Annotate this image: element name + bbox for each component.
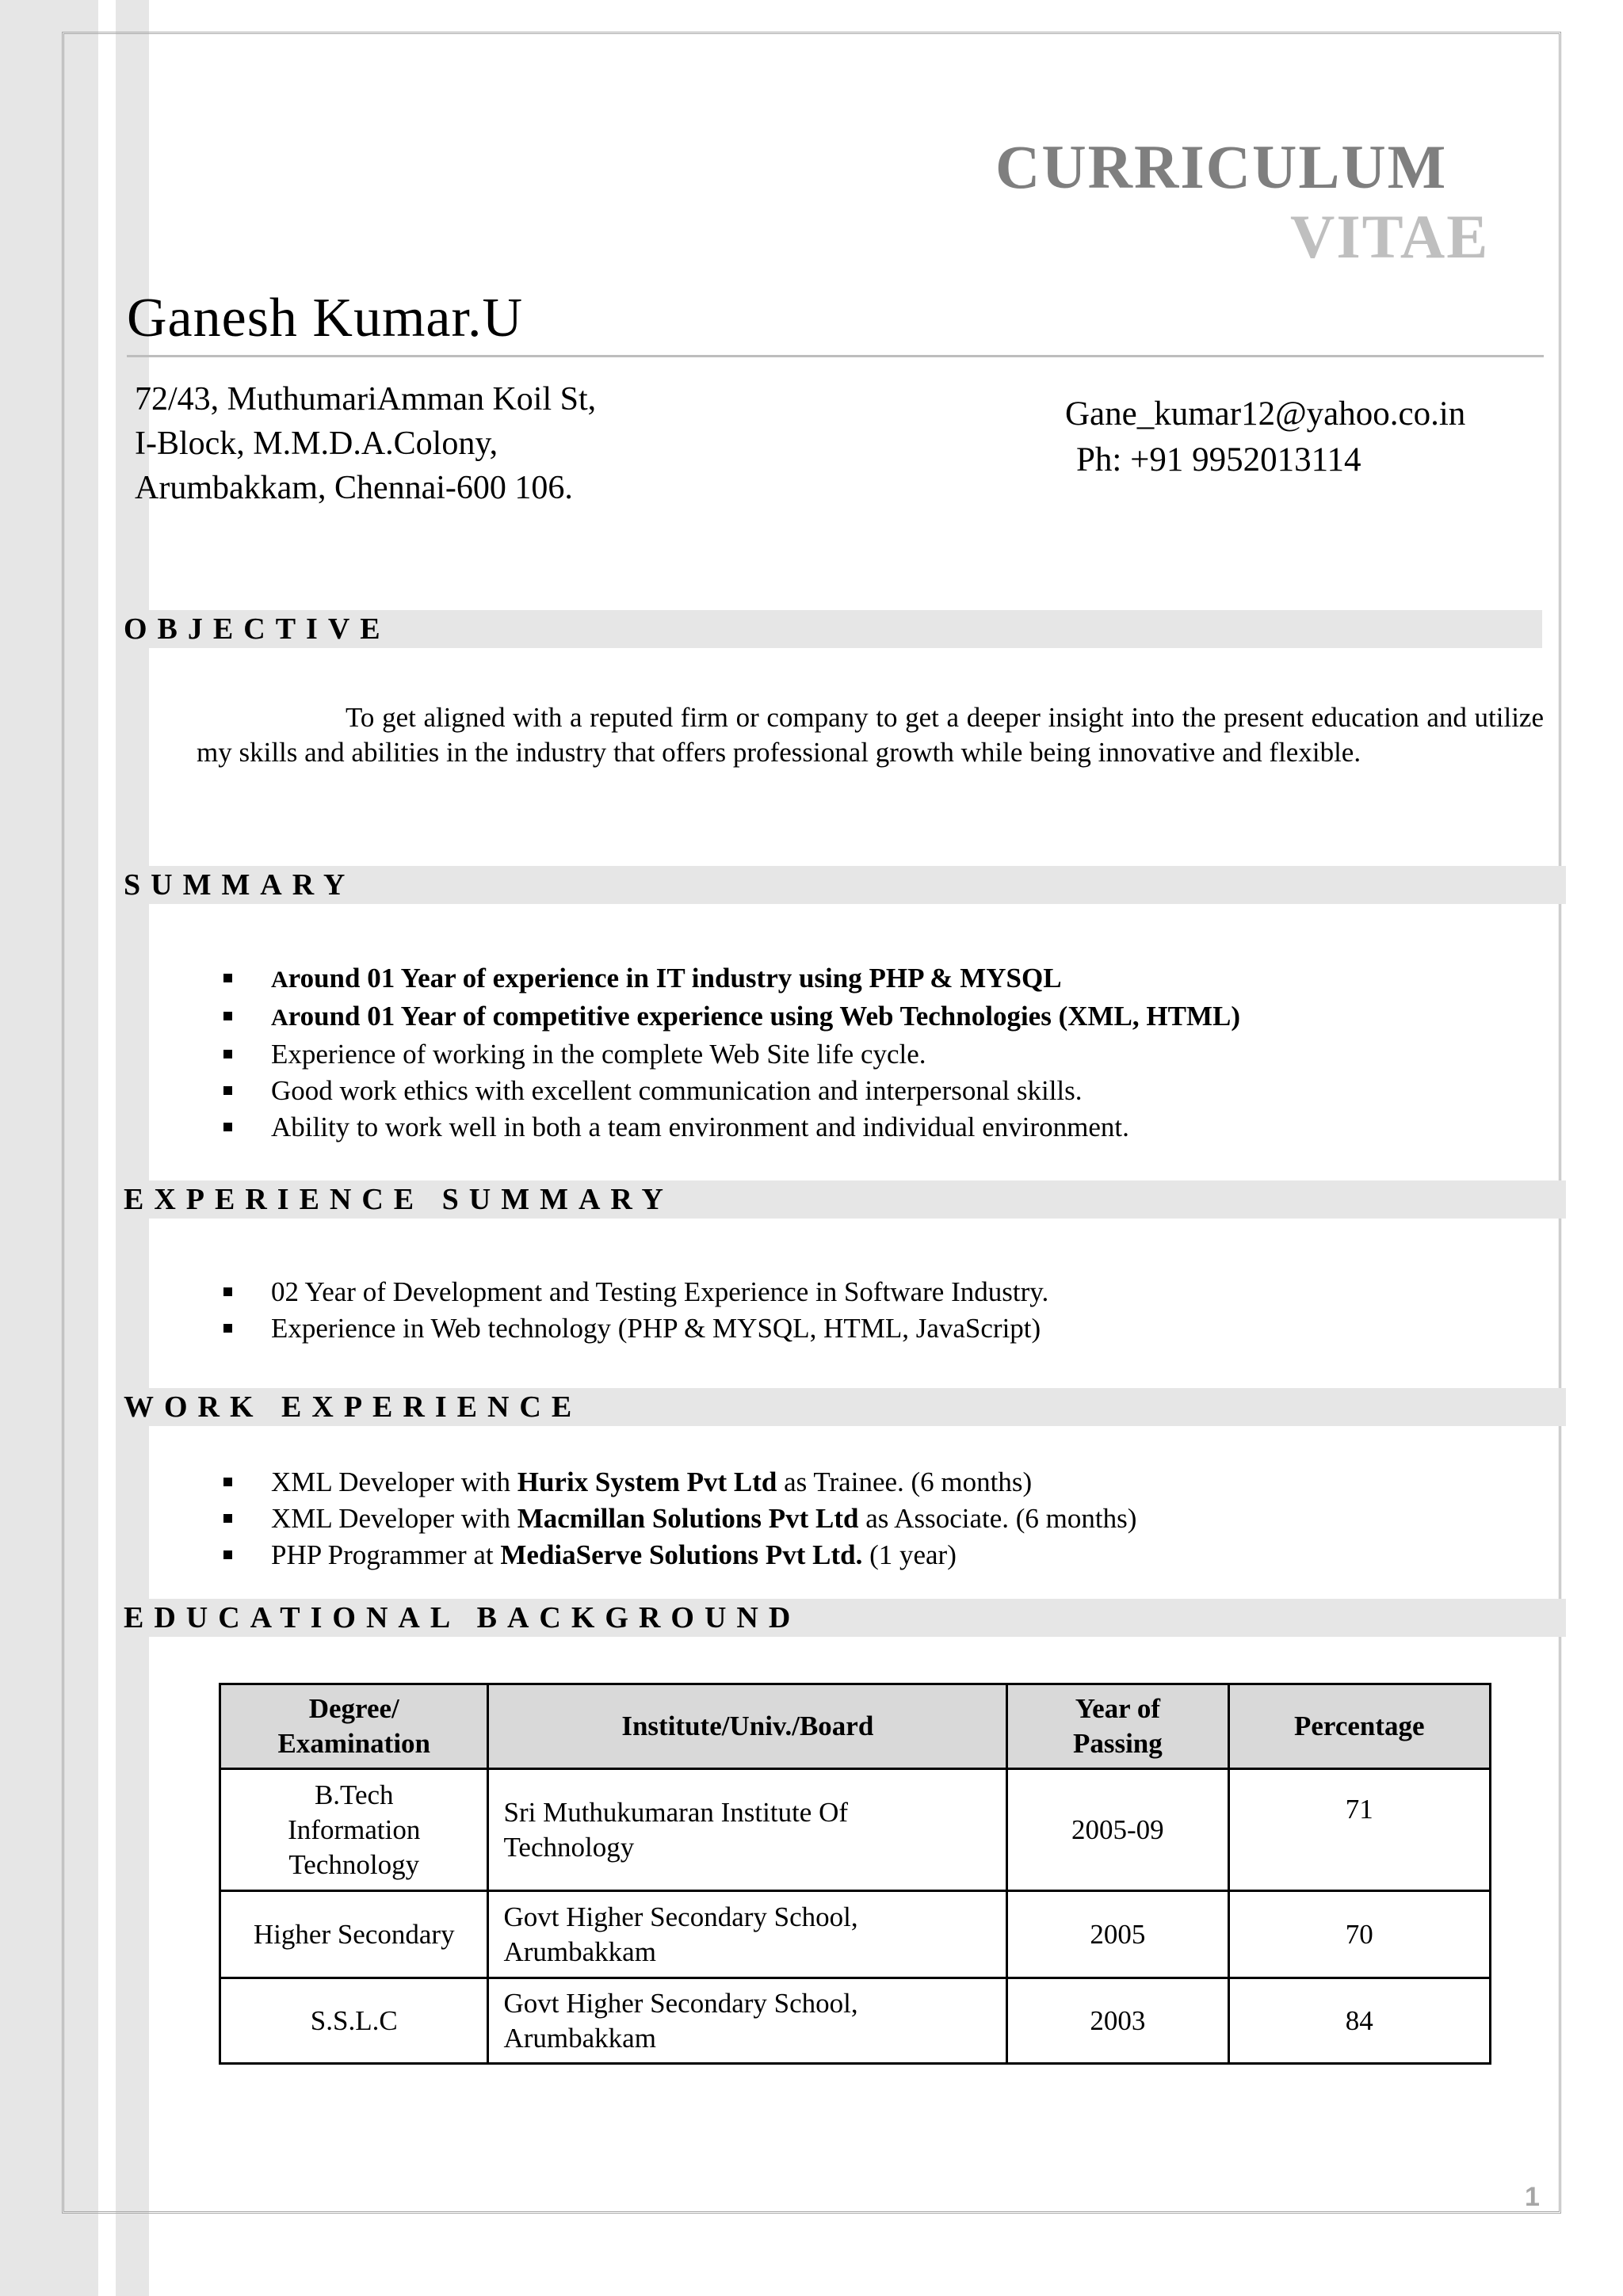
education-table — [219, 1683, 1491, 2065]
year-cell: 2005 — [1007, 1891, 1228, 1978]
postal-address — [135, 377, 596, 510]
header-line: Examination — [277, 1728, 431, 1759]
list-item — [223, 998, 1240, 1036]
institute-cell — [488, 1769, 1007, 1891]
item-text: round 01 Year of competitive experience using Web Technologies (XML, HTML) — [288, 1001, 1240, 1032]
tenure-text: as Associate. (6 months) — [858, 1503, 1137, 1534]
bullet-square-icon — [223, 1324, 232, 1333]
item-text: 02 Year of Development and Testing Experience in Software Industry. — [271, 1276, 1049, 1307]
item-text: Experience in Web technology (PHP & MYSQL, HTML, JavaScript) — [271, 1313, 1041, 1344]
list-item — [223, 1310, 1048, 1347]
bullet-square-icon — [223, 1287, 232, 1296]
item-text: Experience of working in the complete Web Site life cycle. — [271, 1039, 926, 1070]
role-text: PHP Programmer at — [271, 1539, 501, 1570]
bullet-square-icon — [223, 974, 232, 982]
list-item — [223, 1274, 1048, 1310]
column-header-percentage — [1228, 1684, 1490, 1769]
table-row — [220, 1891, 1491, 1978]
cell-line: Govt Higher Secondary School, — [503, 1901, 858, 1932]
bullet-square-icon — [223, 1012, 232, 1020]
item-text: Good work ethics with excellent communication and interpersonal skills. — [271, 1075, 1083, 1106]
list-item — [223, 1109, 1240, 1146]
address-line: 72/43, MuthumariAmman Koil St, — [135, 381, 597, 418]
degree-cell — [220, 1978, 488, 2064]
cell-line: Govt Higher Secondary School, — [503, 1987, 858, 2019]
company-name: Macmillan Solutions Pvt Ltd — [517, 1503, 859, 1534]
cell-line: Higher Secondary — [253, 1918, 455, 1950]
bullet-square-icon — [223, 1123, 232, 1131]
degree-cell — [220, 1769, 488, 1891]
header-line: Degree/ — [308, 1693, 399, 1724]
cell-line: B.Tech — [314, 1779, 394, 1810]
column-header-institute — [488, 1684, 1007, 1769]
cell-line: S.S.L.C — [310, 2004, 398, 2036]
contact-block — [1065, 391, 1465, 483]
section-heading-objective: OBJECTIVE — [124, 612, 391, 646]
list-item — [223, 960, 1240, 998]
section-heading-summary: SUMMARY — [124, 868, 356, 902]
cv-title-line2: VITAE — [1290, 202, 1490, 271]
email-address: Gane_kumar12@yahoo.co.in — [1065, 395, 1466, 433]
table-row — [220, 1978, 1491, 2064]
header-line: Institute/Univ./Board — [621, 1711, 874, 1741]
year-cell: 2005-09 — [1007, 1769, 1228, 1891]
name-divider — [127, 355, 1544, 357]
company-name: Hurix System Pvt Ltd — [517, 1466, 777, 1497]
cell-line: Information — [288, 1814, 421, 1845]
experience-summary-list — [223, 1274, 1048, 1347]
table-header-row — [220, 1684, 1491, 1769]
phone-number: Ph: +91 9952013114 — [1076, 441, 1361, 479]
header-line: Passing — [1072, 1728, 1163, 1759]
header-line: Percentage — [1294, 1711, 1425, 1741]
cell-line: Technology — [503, 1831, 635, 1863]
cell-line: Sri Muthukumaran Institute Of — [503, 1796, 849, 1828]
percentage-cell: 71 — [1228, 1769, 1490, 1891]
initial-letter: A — [271, 967, 288, 993]
bullet-square-icon — [223, 1086, 232, 1095]
institute-cell — [488, 1978, 1007, 2064]
bullet-square-icon — [223, 1478, 232, 1486]
list-item — [223, 1501, 1136, 1537]
summary-list — [223, 960, 1240, 1146]
tenure-text: as Trainee. (6 months) — [777, 1466, 1033, 1497]
section-heading-work-experience: WORK EXPERIENCE — [124, 1390, 582, 1424]
list-item — [223, 1073, 1240, 1109]
candidate-name: Ganesh Kumar.U — [127, 288, 524, 349]
institute-cell — [488, 1891, 1007, 1978]
section-heading-education: EDUCATIONAL BACKGROUND — [124, 1601, 801, 1634]
column-header-year — [1007, 1684, 1228, 1769]
item-text: round 01 Year of experience in IT industry using PHP & MYSQL — [288, 963, 1062, 994]
page-number: 1 — [1525, 2182, 1540, 2212]
initial-letter: A — [271, 1005, 288, 1031]
section-heading-experience-summary: EXPERIENCE SUMMARY — [124, 1183, 674, 1216]
item-text: Ability to work well in both a team environment and individual environment. — [271, 1112, 1129, 1142]
percentage-cell: 70 — [1228, 1891, 1490, 1978]
cv-title-line1: CURRICULUM — [995, 132, 1448, 201]
company-name: MediaServe Solutions Pvt Ltd. — [500, 1539, 863, 1570]
role-text: XML Developer with — [271, 1503, 517, 1534]
cell-line: Arumbakkam — [503, 1936, 656, 1967]
cell-line: Arumbakkam — [503, 2022, 656, 2054]
table-row — [220, 1769, 1491, 1891]
year-cell: 2003 — [1007, 1978, 1228, 2064]
objective-paragraph: To get aligned with a reputed firm or company to get a deeper insight into the present education and utilize my skills and abilities in the industry that offers professional growth while being innovative and flexible. — [197, 702, 1544, 768]
column-header-degree — [220, 1684, 488, 1769]
tenure-text: (1 year) — [862, 1539, 957, 1570]
objective-text — [197, 700, 1544, 770]
role-text: XML Developer with — [271, 1466, 517, 1497]
list-item — [223, 1537, 1136, 1573]
cell-line: Technology — [288, 1848, 420, 1880]
bullet-square-icon — [223, 1514, 232, 1523]
address-line: Arumbakkam, Chennai-600 106. — [135, 470, 573, 506]
bullet-square-icon — [223, 1050, 232, 1058]
percentage-cell: 84 — [1228, 1978, 1490, 2064]
work-experience-list — [223, 1464, 1136, 1573]
list-item — [223, 1036, 1240, 1073]
list-item — [223, 1464, 1136, 1501]
address-line: I-Block, M.M.D.A.Colony, — [135, 425, 498, 462]
degree-cell — [220, 1891, 488, 1978]
bullet-square-icon — [223, 1550, 232, 1559]
header-line: Year of — [1075, 1693, 1160, 1724]
